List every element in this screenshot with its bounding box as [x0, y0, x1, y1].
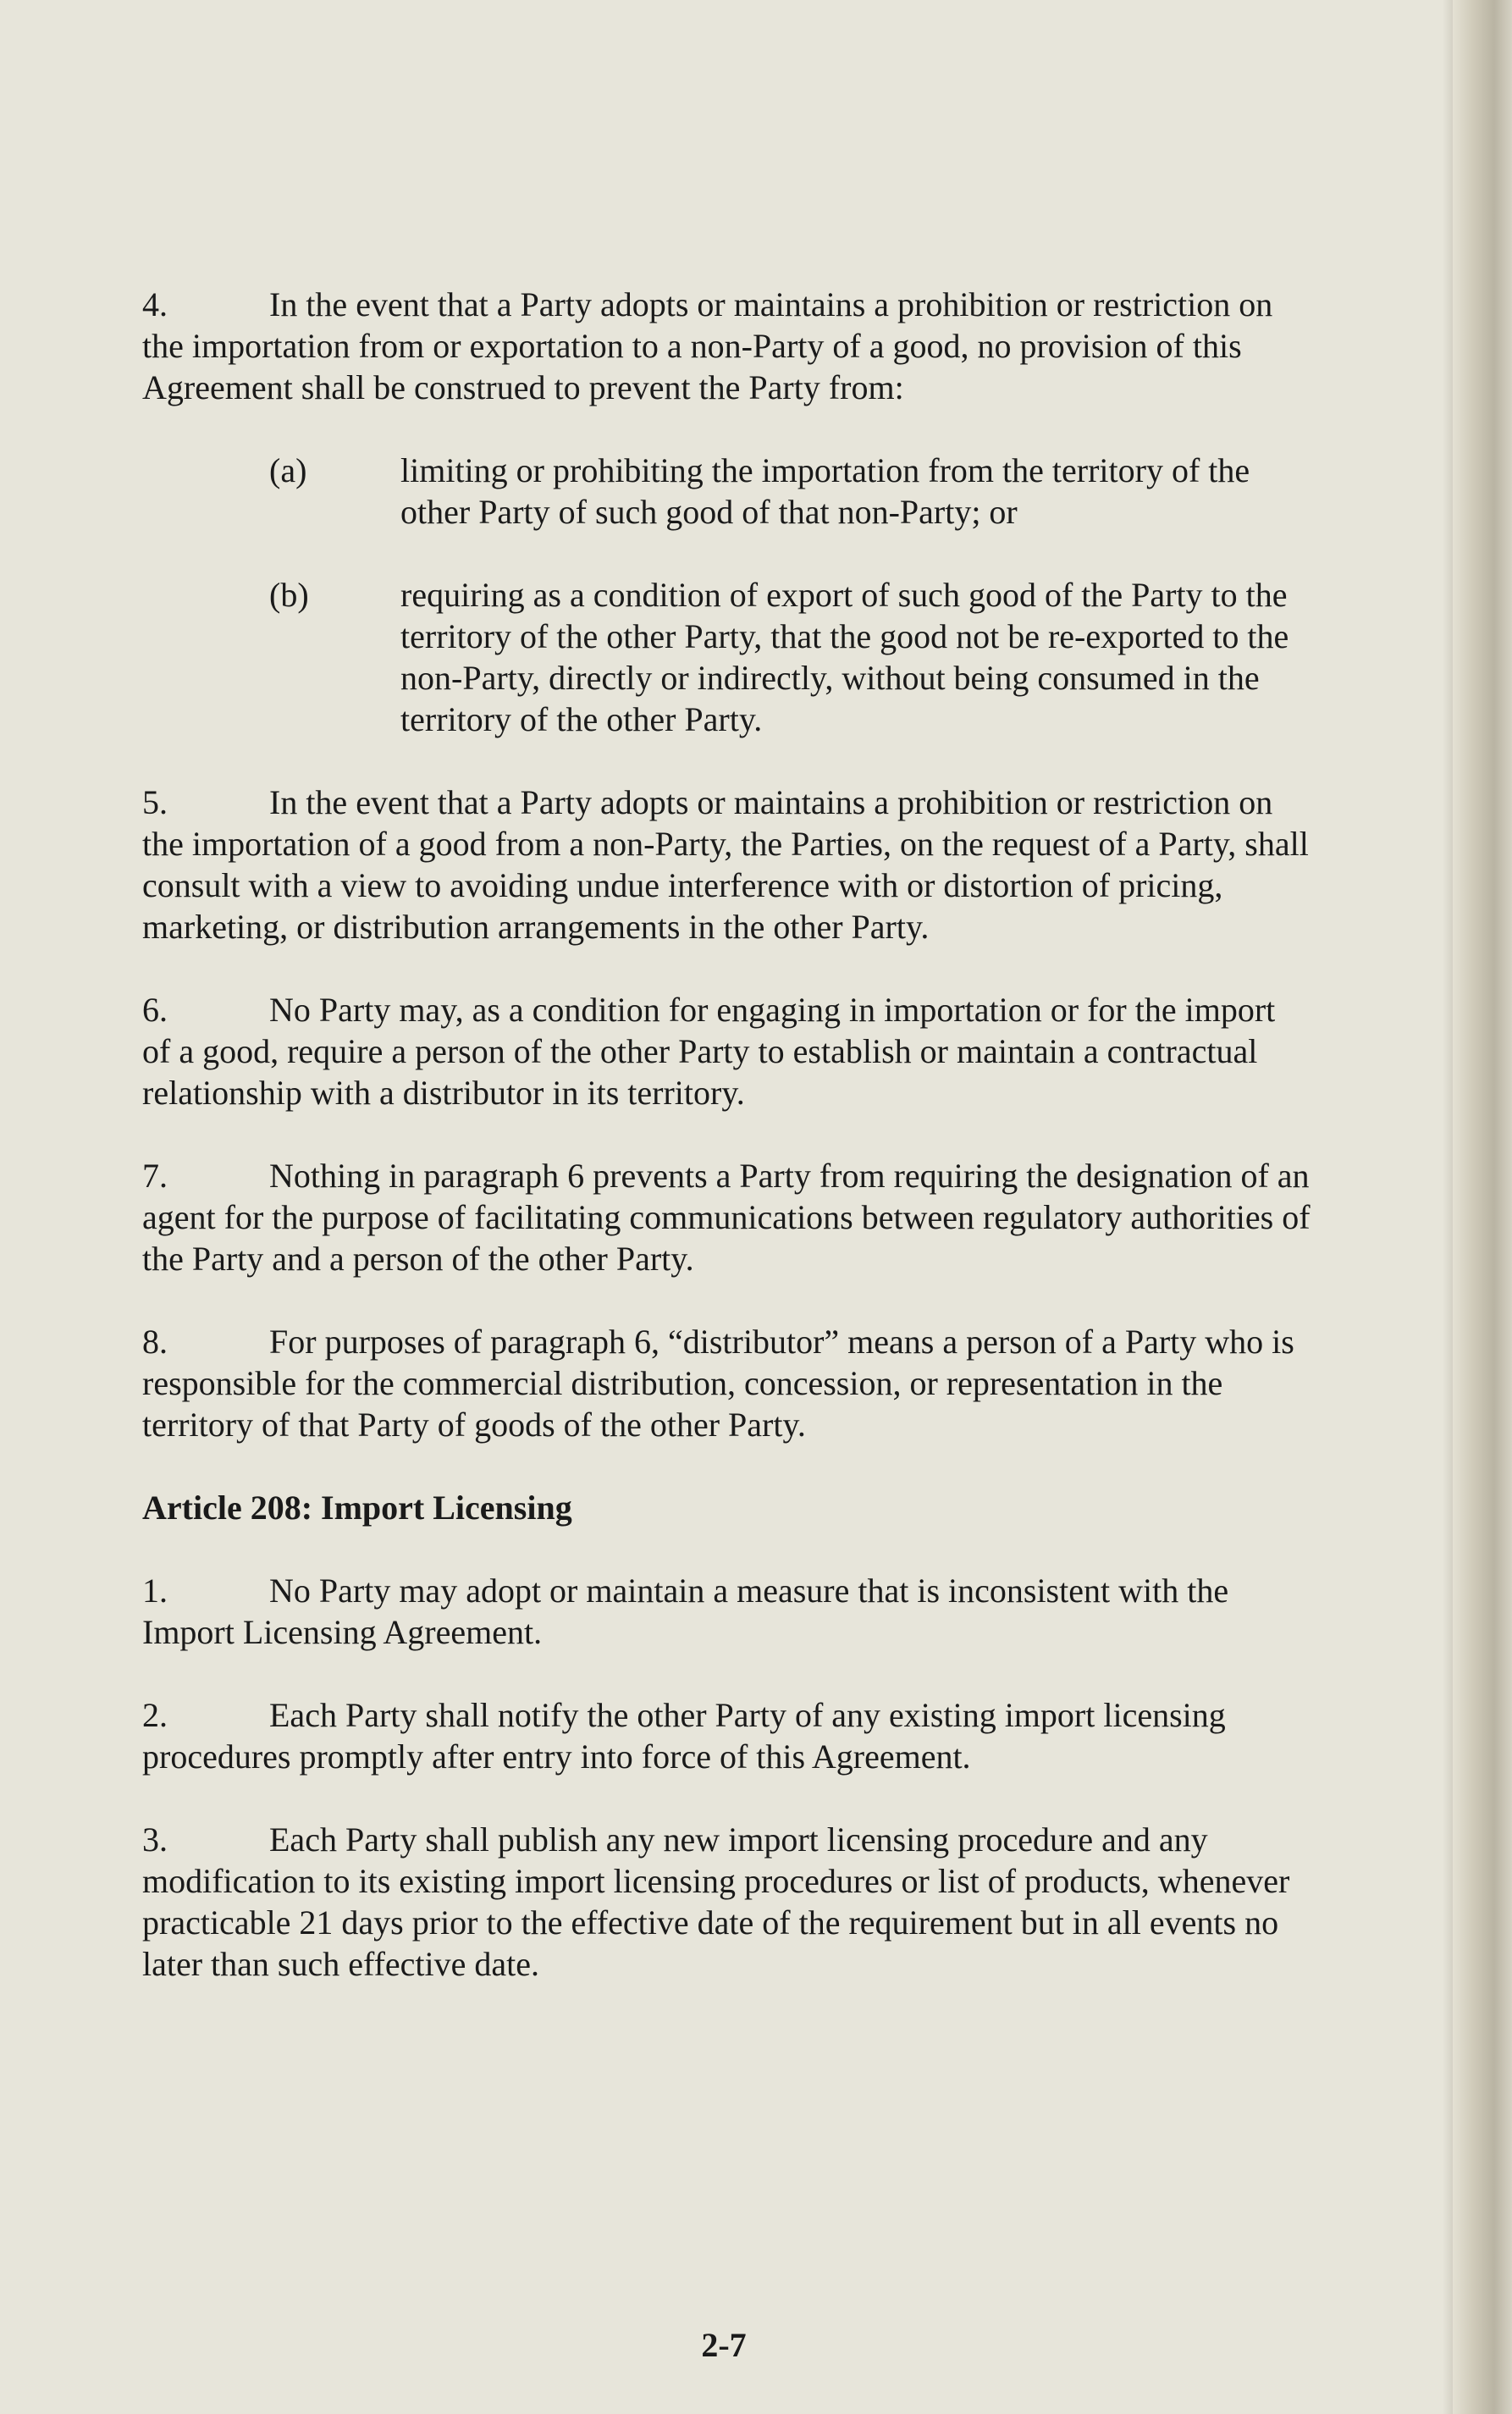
paragraph-text: In the event that a Party adopts or maintains a prohibition or restriction on the importation from or exportation to a non-Party of a good, no provision of this Agreement shall be construed to prevent the Party from:: [142, 285, 1273, 406]
paragraph-4: [142, 284, 1311, 408]
paragraph-text: No Party may adopt or maintain a measure that is inconsistent with the Import Licensing Agreement.: [142, 1572, 1229, 1651]
paragraph-text: In the event that a Party adopts or maintains a prohibition or restriction on the importation of a good from a non-Party, the Parties, on the request of a Party, shall consult with a view to avoiding undue interference with or distortion of pricing, marketing, or distribution arrangements in the other Party.: [142, 783, 1309, 946]
paragraph-number: 6.: [142, 991, 168, 1029]
article-208-paragraph-1: [142, 1570, 1311, 1653]
article-208-heading: Article 208: Import Licensing: [142, 1489, 572, 1527]
subparagraph-a: [142, 450, 1311, 533]
paragraph-7: [142, 1155, 1311, 1279]
subparagraph-text: requiring as a condition of export of such good of the Party to the territory of the other Party, that the good not be re-exported to the non-Party, directly or indirectly, without being consumed in the territory of the other Party.: [400, 576, 1289, 738]
paragraph-text: Each Party shall notify the other Party of any existing import licensing procedures promptly after entry into force of this Agreement.: [142, 1696, 1226, 1776]
page-number: 2-7: [701, 2326, 747, 2364]
page-edge: [1453, 0, 1512, 2414]
paragraph-text: Nothing in paragraph 6 prevents a Party from requiring the designation of an agent for the purpose of facilitating communications between regulatory authorities of the Party and a person of the other Party.: [142, 1157, 1311, 1278]
paragraph-number: 7.: [142, 1157, 168, 1195]
paragraph-text: No Party may, as a condition for engaging in importation or for the import of a good, require a person of the other Party to establish or maintain a contractual relationship with a distributor in its territory.: [142, 991, 1276, 1112]
paragraph-number: 2.: [142, 1696, 168, 1734]
article-208-paragraph-2: [142, 1694, 1311, 1777]
paragraph-6: [142, 989, 1311, 1113]
paragraph-8: [142, 1321, 1311, 1445]
paragraph-text: Each Party shall publish any new import licensing procedure and any modification to its existing import licensing procedures or list of products, whenever practicable 21 days prior to the effective date of the requirement but in all events no later than such effective date.: [142, 1820, 1290, 1983]
paragraph-5: [142, 782, 1311, 947]
document-body: [142, 284, 1311, 2026]
paragraph-number: 8.: [142, 1323, 168, 1361]
paragraph-number: 5.: [142, 783, 168, 821]
paragraph-number: 3.: [142, 1820, 168, 1859]
paragraph-number: 4.: [142, 285, 168, 323]
subparagraph-text: limiting or prohibiting the importation from the territory of the other Party of such good of that non-Party; or: [400, 451, 1250, 531]
paragraph-number: 1.: [142, 1572, 168, 1610]
paragraph-text: For purposes of paragraph 6, “distributor” means a person of a Party who is responsible for the commercial distribution, concession, or representation in the territory of that Party of goods of the other Party.: [142, 1323, 1294, 1444]
subparagraph-b: [142, 574, 1311, 740]
subparagraph-label: (a): [269, 451, 307, 489]
subparagraph-label: (b): [269, 576, 309, 614]
page-gutter-shadow: [1443, 0, 1453, 2414]
article-208-paragraph-3: [142, 1819, 1311, 1985]
